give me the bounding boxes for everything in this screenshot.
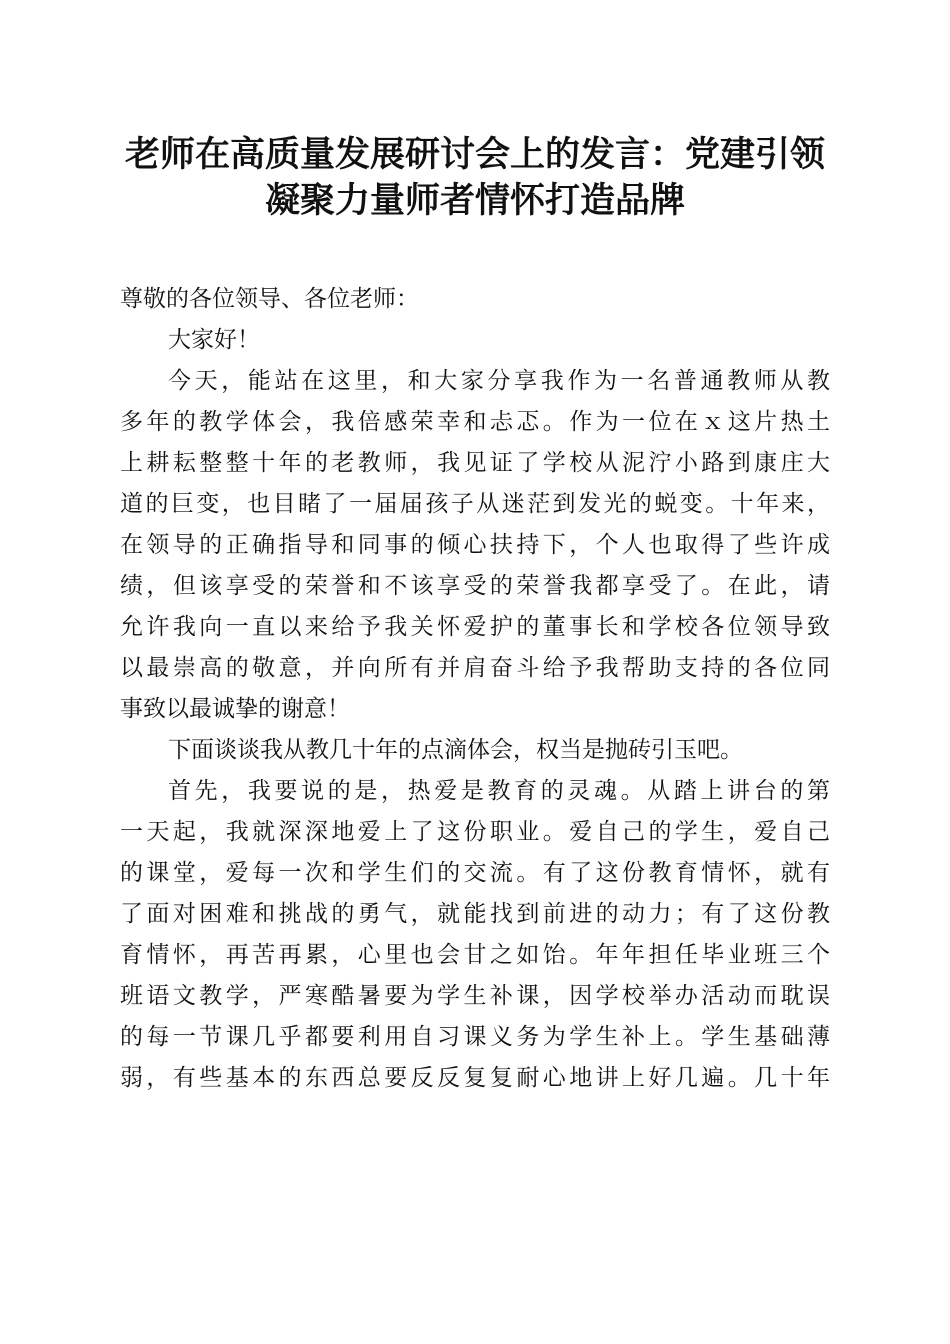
paragraph-line: 首先，我要说的是，热爱是教育的灵魂。从踏上讲台的第 [168, 778, 830, 804]
greeting: 大家好！ [168, 327, 260, 353]
document-body [120, 279, 830, 1099]
paragraph-2 [120, 730, 830, 771]
paragraph-line: 道的巨变，也目睹了一届届孩子从迷茫到发光的蜕变。十年来， [120, 491, 830, 517]
paragraph-line: 今天，能站在这里，和大家分享我作为一名普通教师从教 [168, 368, 830, 394]
paragraph-line: 允许我向一直以来给予我关怀爱护的董事长和学校各位领导致 [120, 614, 830, 640]
paragraph-line: 了面对困难和挑战的勇气，就能找到前进的动力；有了这份教 [120, 901, 830, 927]
paragraph-line: 弱，有些基本的东西总要反反复复耐心地讲上好几遍。几十年 [120, 1065, 830, 1091]
paragraph-line: 的每一节课几乎都要利用自习课义务为学生补上。学生基础薄 [120, 1024, 830, 1050]
paragraph-line: 事致以最诚挚的谢意！ [120, 696, 350, 722]
paragraph-line: 的课堂，爱每一次和学生们的交流。有了这份教育情怀，就有 [120, 860, 830, 886]
title-line-2: 凝聚力量师者情怀打造品牌 [264, 180, 685, 221]
document-title [100, 132, 850, 224]
salutation: 尊敬的各位领导、各位老师： [120, 286, 419, 312]
paragraph-line: 绩，但该享受的荣誉和不该享受的荣誉我都享受了。在此，请 [120, 573, 830, 599]
paragraph-line: 上耕耘整整十年的老教师，我见证了学校从泥泞小路到康庄大 [120, 450, 830, 476]
paragraph-line: 多年的教学体会，我倍感荣幸和忐忑。作为一位在ｘ这片热土 [120, 409, 830, 435]
paragraph-line: 班语文教学，严寒酷暑要为学生补课，因学校举办活动而耽误 [120, 983, 830, 1009]
paragraph-line: 育情怀，再苦再累，心里也会甘之如饴。年年担任毕业班三个 [120, 942, 830, 968]
paragraph-line: 一天起，我就深深地爱上了这份职业。爱自己的学生，爱自己 [120, 819, 830, 845]
paragraph-line: 在领导的正确指导和同事的倾心扶持下，个人也取得了些许成 [120, 532, 830, 558]
paragraph-line: 下面谈谈我从教几十年的点滴体会，权当是抛砖引玉吧。 [168, 737, 743, 763]
paragraph-3 [120, 771, 830, 1099]
paragraph-line: 以最崇高的敬意，并向所有并肩奋斗给予我帮助支持的各位同 [120, 655, 830, 681]
paragraph-1 [120, 361, 830, 730]
title-line-1: 老师在高质量发展研讨会上的发言：党建引领 [124, 134, 825, 175]
